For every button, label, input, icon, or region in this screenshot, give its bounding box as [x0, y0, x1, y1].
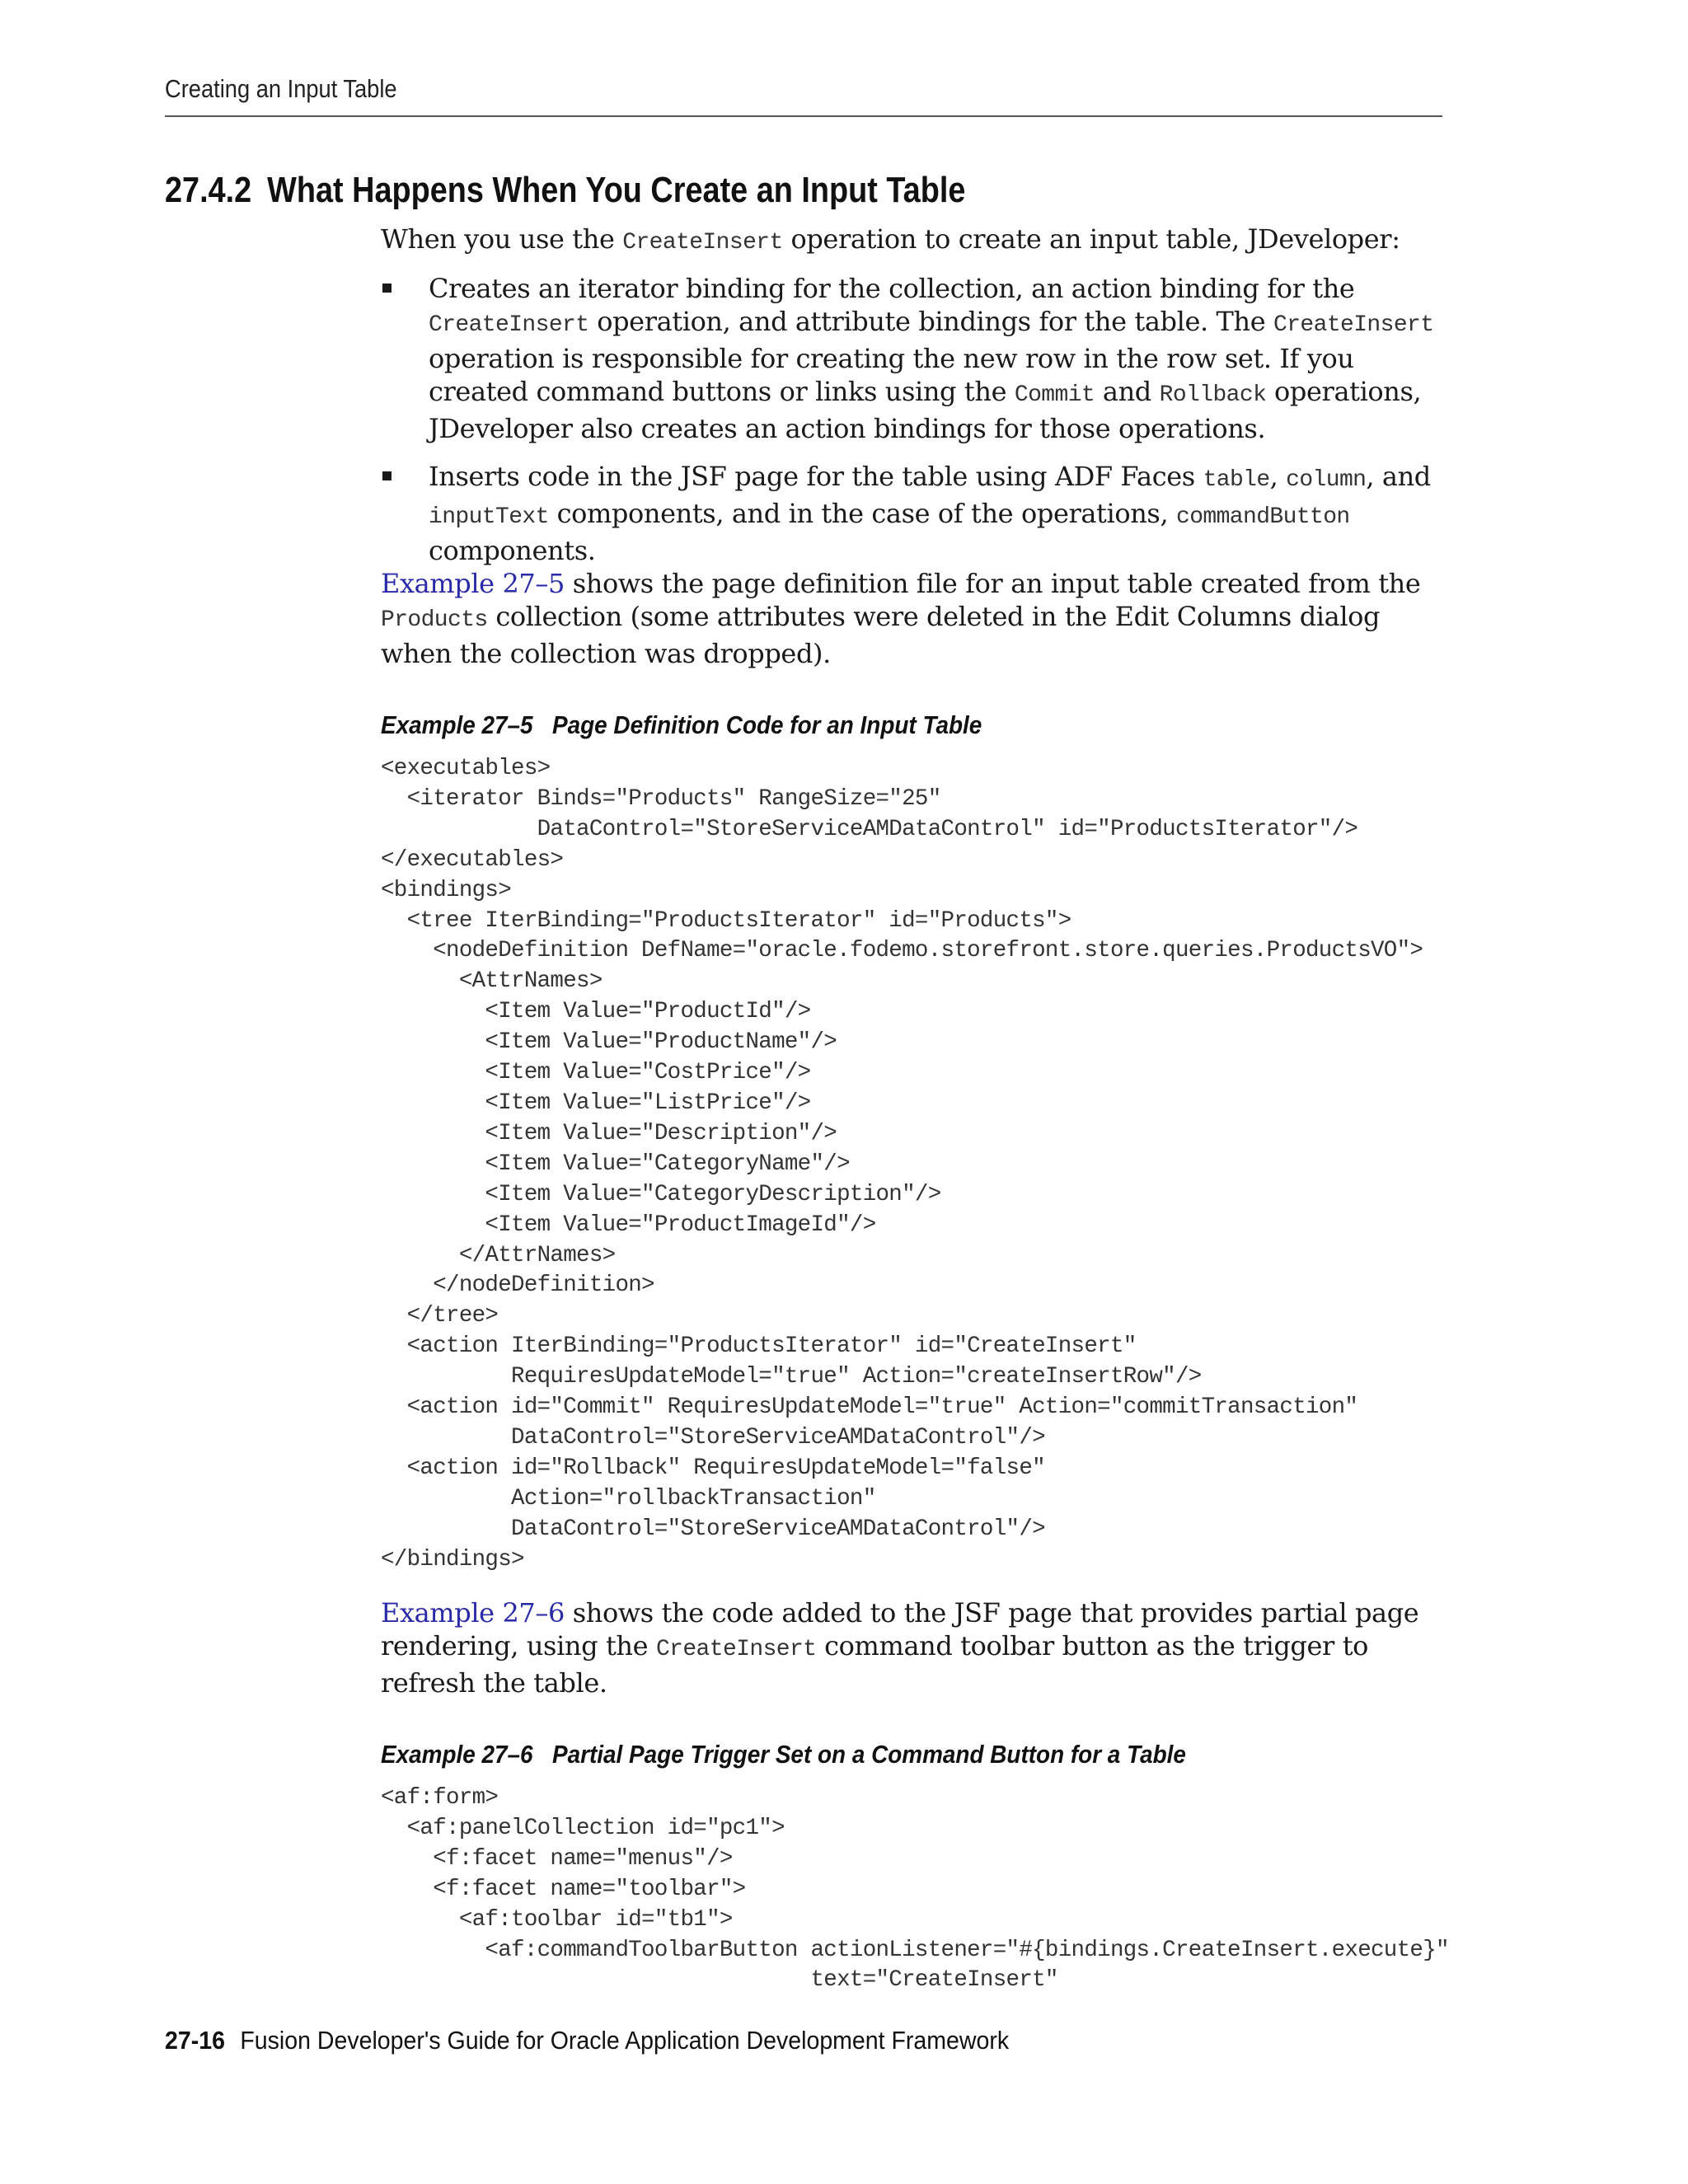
example-intro-paragraph — [381, 567, 1444, 670]
example-27-5-title — [381, 710, 982, 740]
bullet-text: components, and in the case of the operations, — [548, 498, 1176, 529]
section-heading — [165, 170, 965, 211]
section-title: What Happens When You Create an Input Table — [267, 170, 966, 210]
paragraph-text: shows the page definition file for an input table created from the — [564, 568, 1421, 599]
bullet-text: , and — [1366, 461, 1431, 492]
bullet-code: Rollback — [1159, 382, 1267, 408]
bullet-text: operation is responsible for creating the new row in the row set. If you created command buttons or links using the — [429, 343, 1354, 407]
example-label: Example 27–6 — [381, 1740, 533, 1769]
example-title-text: Page Definition Code for an Input Table — [551, 710, 982, 739]
bullet-code: Commit — [1014, 382, 1095, 408]
paragraph-code: Products — [381, 607, 488, 633]
bullet-text: Creates an iterator binding for the collection, an action binding for the — [429, 273, 1355, 304]
page-number: 27-16 — [165, 2026, 225, 2055]
bullet-text: operations, JDeveloper also creates an action bindings for those operations. — [429, 376, 1422, 444]
bullet-text: , — [1269, 461, 1287, 492]
section-number: 27.4.2 — [165, 170, 252, 210]
intro-paragraph — [381, 223, 1444, 260]
bullet-code: table — [1203, 467, 1270, 493]
intro-code: CreateInsert — [622, 230, 783, 255]
code-block-example-27-5: <executables> <iterator Binds="Products" RangeSize="25" DataControl="StoreServiceAMDataControl" id="ProductsIterator"/> </executables> <bindings> <tree IterBinding="ProductsIterator" id="Products"> <nodeDefinition DefName="oracle.fodemo.storefront.store.queries.ProductsVO"> <AttrNames> <Item Value="ProductId"/> <Item Value="ProductName"/> <Item Value="CostPrice"/> <Item Value="ListPrice"/> <Item Value="Description"/> <Item Value="CategoryName"/> <Item Value="CategoryDescription"/> <Item Value="ProductImageId"/> </AttrNames> </nodeDefinition> </tree> <action IterBinding="ProductsIterator" id="CreateInsert" RequiresUpdateModel="true" Action="createInsertRow"/> <action id="Commit" RequiresUpdateModel="true" Action="commitTransaction" DataControl="StoreServiceAMDataControl"/> <action id="Rollback" RequiresUpdateModel="false" Action="rollbackTransaction" DataControl="StoreServiceAMDataControl"/> </bindings> — [381, 756, 1423, 1572]
page-footer — [165, 2026, 1009, 2055]
bullet-code: commandButton — [1176, 504, 1350, 530]
example2-intro-paragraph — [381, 1596, 1444, 1699]
example-27-6-title — [381, 1740, 1186, 1769]
example-27-5-link[interactable]: Example 27–5 — [381, 568, 565, 599]
bullet-item — [381, 272, 1444, 445]
bullet-code: CreateInsert — [429, 312, 589, 338]
bullet-text: Inserts code in the JSF page for the table using ADF Faces — [429, 461, 1203, 492]
book-title: Fusion Developer's Guide for Oracle Application Development Framework — [240, 2026, 1010, 2055]
running-header: Creating an Input Table — [165, 74, 397, 103]
paragraph-text: shows the code added to the JSF page that provides partial page rendering, using the — [381, 1597, 1419, 1661]
bullet-code: column — [1286, 467, 1367, 493]
code-block-example-27-6: <af:form> <af:panelCollection id="pc1"> <f:facet name="menus"/> <f:facet name="toolbar"> <af:toolbar id="tb1"> <af:commandToolbarButton actionListener="#{bindings.CreateInsert.execute}" text="CreateInsert" — [381, 1785, 1449, 1994]
paragraph-text: command toolbar button as the trigger to refresh the table. — [381, 1630, 1369, 1699]
header-rule — [165, 115, 1442, 117]
bullet-code: CreateInsert — [1273, 312, 1434, 338]
example-label: Example 27–5 — [381, 710, 533, 739]
bullet-square-icon — [382, 471, 392, 480]
intro-text-end: operation to create an input table, JDeveloper: — [782, 223, 1400, 255]
paragraph-code: CreateInsert — [655, 1637, 817, 1662]
bullet-code: inputText — [429, 504, 549, 530]
intro-text: When you use the — [381, 223, 623, 255]
bullet-square-icon — [382, 284, 392, 293]
paragraph-text: collection (some attributes were deleted in the Edit Columns dialog when the collection was dropped). — [381, 601, 1381, 669]
example-27-6-link[interactable]: Example 27–6 — [381, 1597, 565, 1629]
bullet-item — [381, 460, 1444, 567]
bullet-list — [381, 272, 1444, 567]
bullet-text: operation, and attribute bindings for the table. The — [588, 306, 1274, 337]
bullet-text: and — [1095, 376, 1160, 407]
bullet-text: components. — [429, 535, 596, 566]
example-title-text: Partial Page Trigger Set on a Command Button for a Table — [551, 1740, 1186, 1769]
